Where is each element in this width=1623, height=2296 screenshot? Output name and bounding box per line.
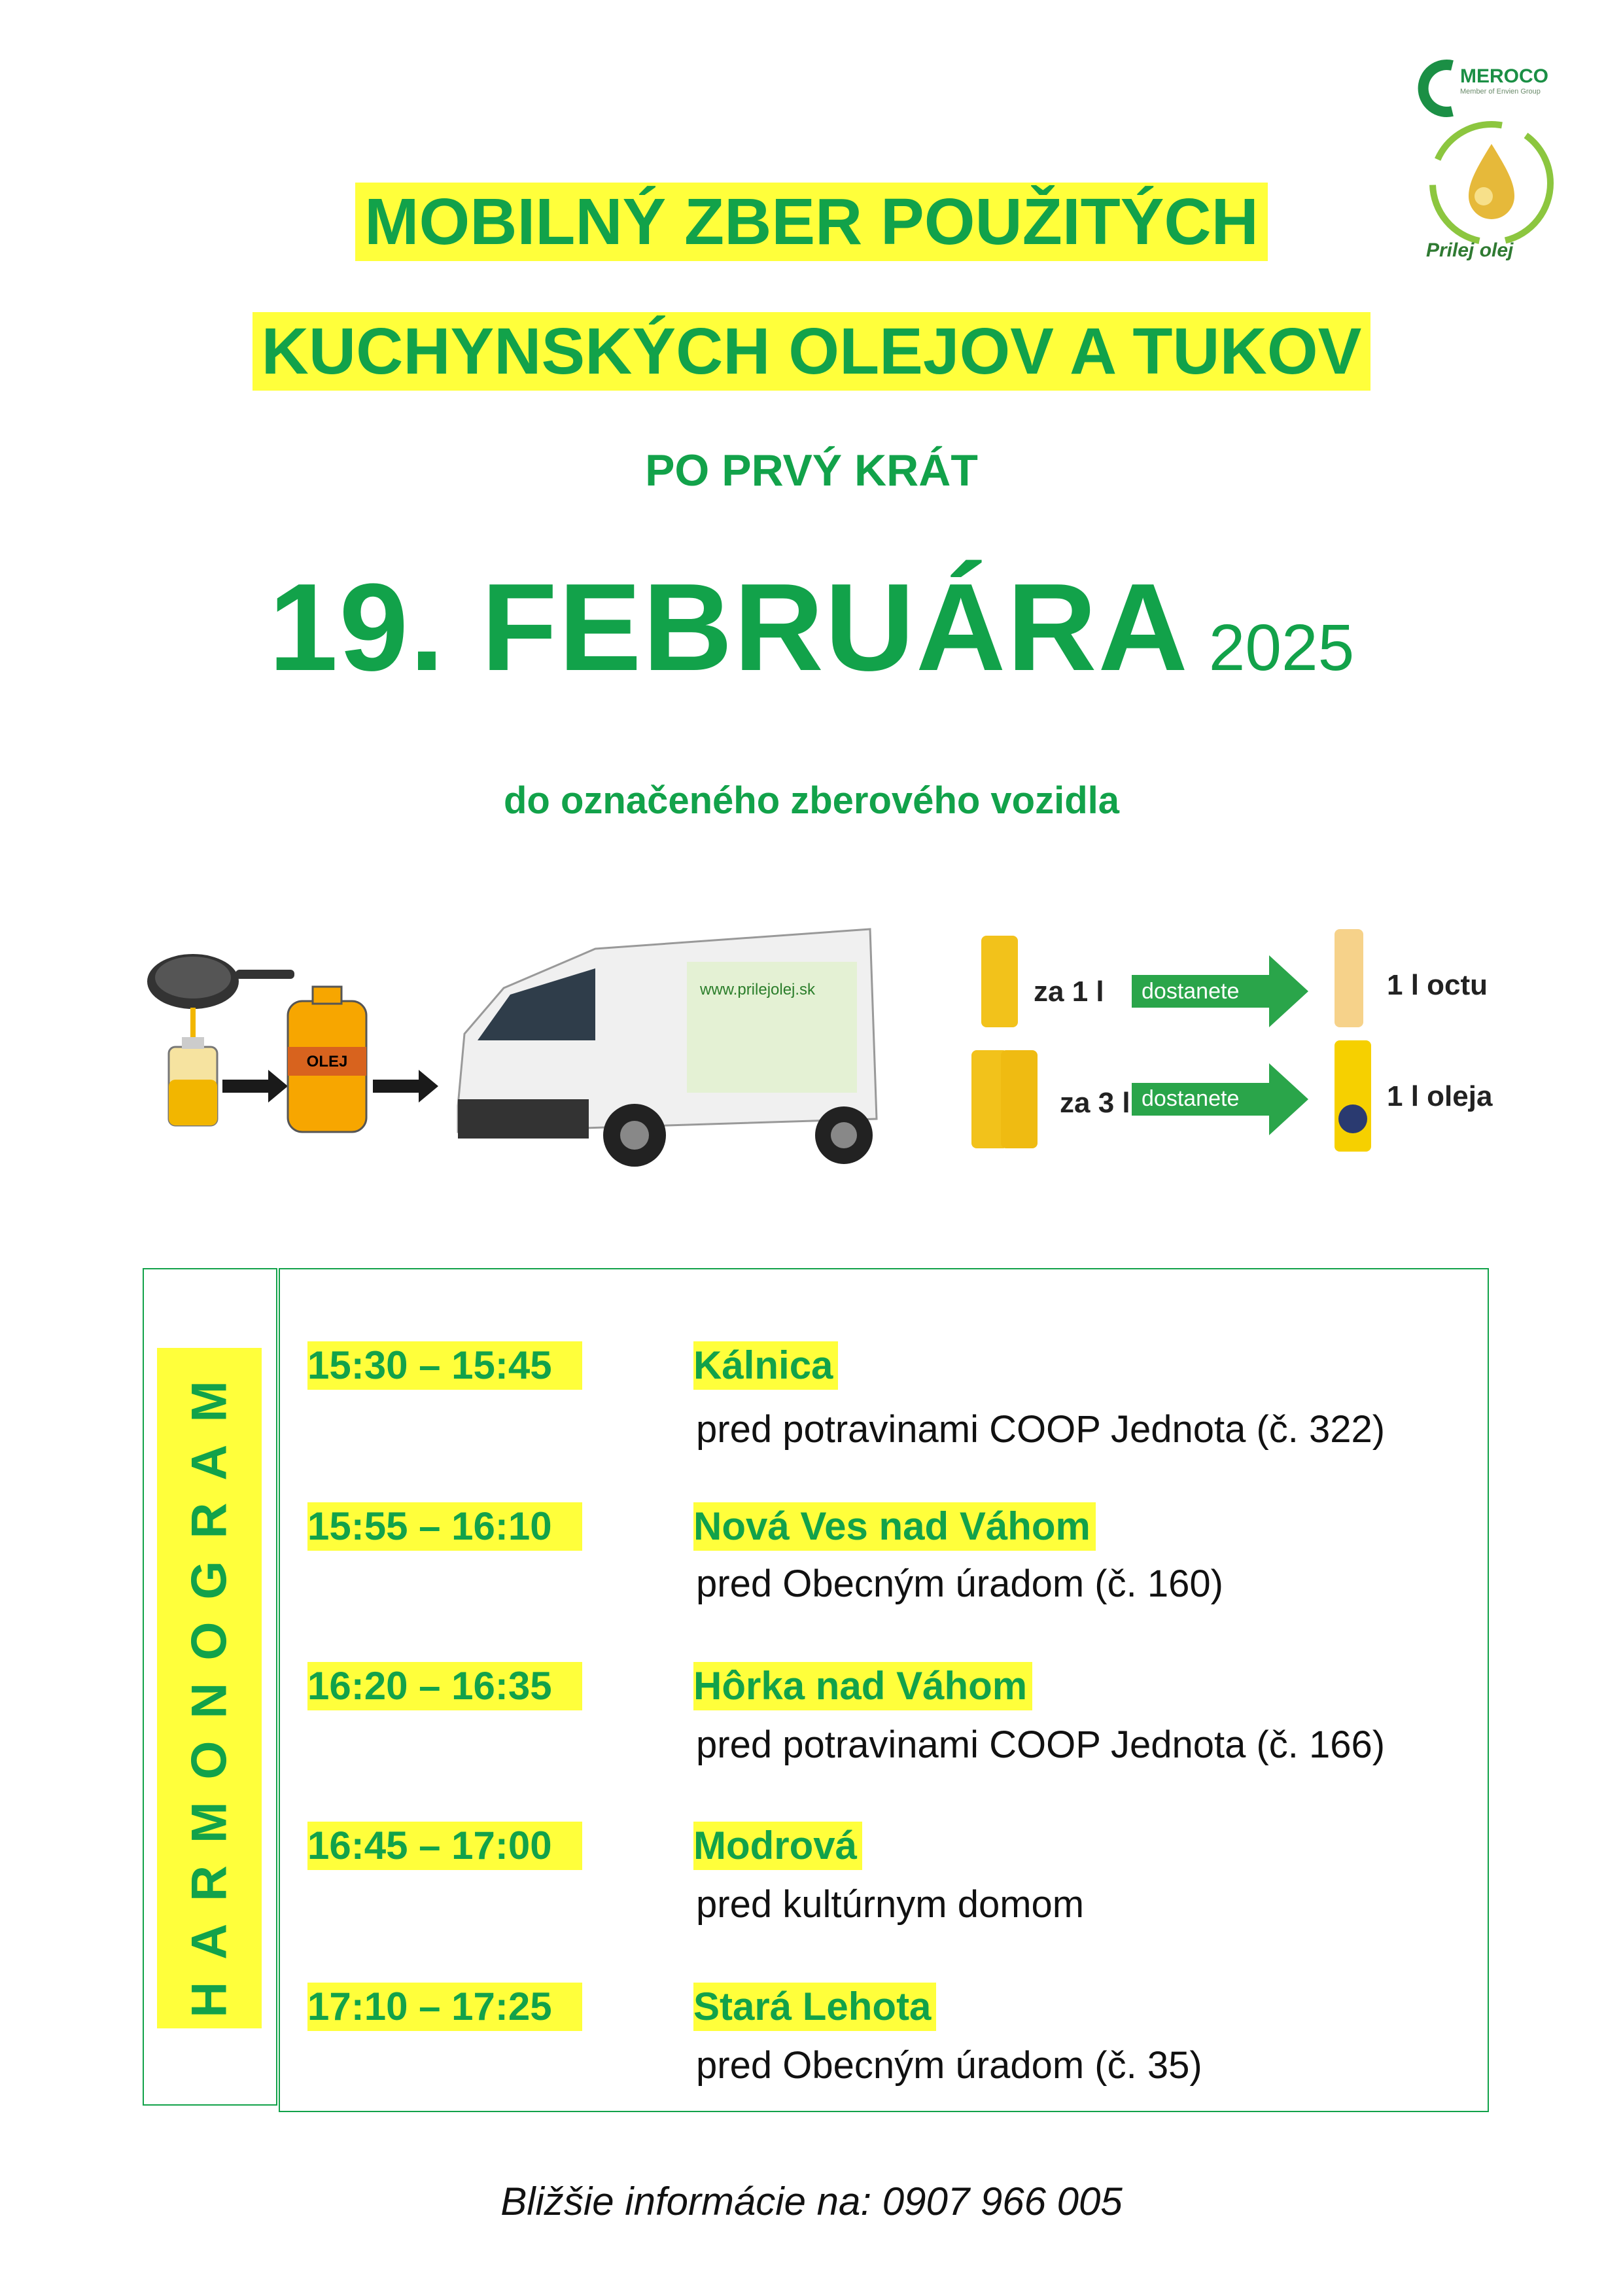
logo-tagline: Prilej olej: [1426, 239, 1514, 261]
event-date-year: 2025: [1208, 611, 1355, 684]
schedule-place-4: Modrová: [693, 1822, 862, 1870]
arrow-icon: [373, 1070, 438, 1103]
arrow-icon: [222, 1070, 288, 1103]
svg-text:za 3 l: za 3 l: [1060, 1087, 1130, 1119]
svg-text:za 1 l: za 1 l: [1034, 976, 1104, 1008]
schedule-time-1: 15:30 – 15:45: [307, 1341, 582, 1390]
schedule-address-3: pred potravinami COOP Jednota (č. 166): [696, 1723, 1386, 1766]
process-illustration: [137, 910, 1511, 1184]
footer-contact: Bližšie informácie na: 0907 966 005: [500, 2180, 1123, 2223]
big-oil-bottle-icon: [288, 987, 366, 1132]
small-oil-bottle-icon: [169, 1037, 217, 1125]
svg-text:1 l oleja: 1 l oleja: [1387, 1080, 1493, 1112]
title-line-1: MOBILNÝ ZBER POUŽITÝCH: [0, 185, 1623, 260]
schedule-place-5: Stará Lehota: [693, 1983, 936, 2031]
logo-brand-sub: Member of Envien Group: [1460, 88, 1541, 96]
event-date: [0, 556, 1623, 699]
schedule-place-2: Nová Ves nad Váhom: [693, 1502, 1096, 1551]
logo-brand: MEROCO: [1460, 65, 1548, 87]
schedule-heading: HARMONOGRAM: [157, 1348, 262, 2028]
collection-van-icon: [458, 929, 877, 1167]
svg-text:dostanete: dostanete: [1142, 979, 1240, 1004]
schedule-time-5: 17:10 – 17:25: [307, 1983, 582, 2031]
schedule-place-3: Hôrka nad Váhom: [693, 1662, 1032, 1710]
event-date-main: 19. FEBRUÁRA: [268, 558, 1189, 697]
schedule-address-5: pred Obecným úradom (č. 35): [696, 2044, 1202, 2087]
process-illustration-svg: [137, 910, 1511, 1184]
schedule-place-1: Kálnica: [693, 1341, 838, 1390]
schedule-address-1: pred potravinami COOP Jednota (č. 322): [696, 1408, 1386, 1451]
schedule-time-2: 15:55 – 16:10: [307, 1502, 582, 1551]
schedule-address-2: pred Obecným úradom (č. 160): [696, 1563, 1223, 1605]
svg-text:dostanete: dostanete: [1142, 1086, 1240, 1111]
svg-text:www.prilejolej.sk: www.prilejolej.sk: [700, 981, 816, 998]
schedule-time-3: 16:20 – 16:35: [307, 1662, 582, 1710]
title-line-2: KUCHYNSKÝCH OLEJOV A TUKOV: [0, 314, 1623, 389]
subtitle: do označeného zberového vozidla: [503, 779, 1120, 822]
frying-pan-icon: [147, 954, 294, 1060]
svg-text:OLEJ: OLEJ: [306, 1053, 348, 1070]
svg-text:1 l octu: 1 l octu: [1387, 969, 1488, 1001]
exchange-row-1: [981, 929, 1488, 1027]
title-line-3: PO PRVÝ KRÁT: [645, 446, 978, 495]
exchange-row-2: [971, 1040, 1493, 1152]
schedule-time-4: 16:45 – 17:00: [307, 1822, 582, 1870]
schedule-address-4: pred kultúrnym domom: [696, 1883, 1085, 1926]
